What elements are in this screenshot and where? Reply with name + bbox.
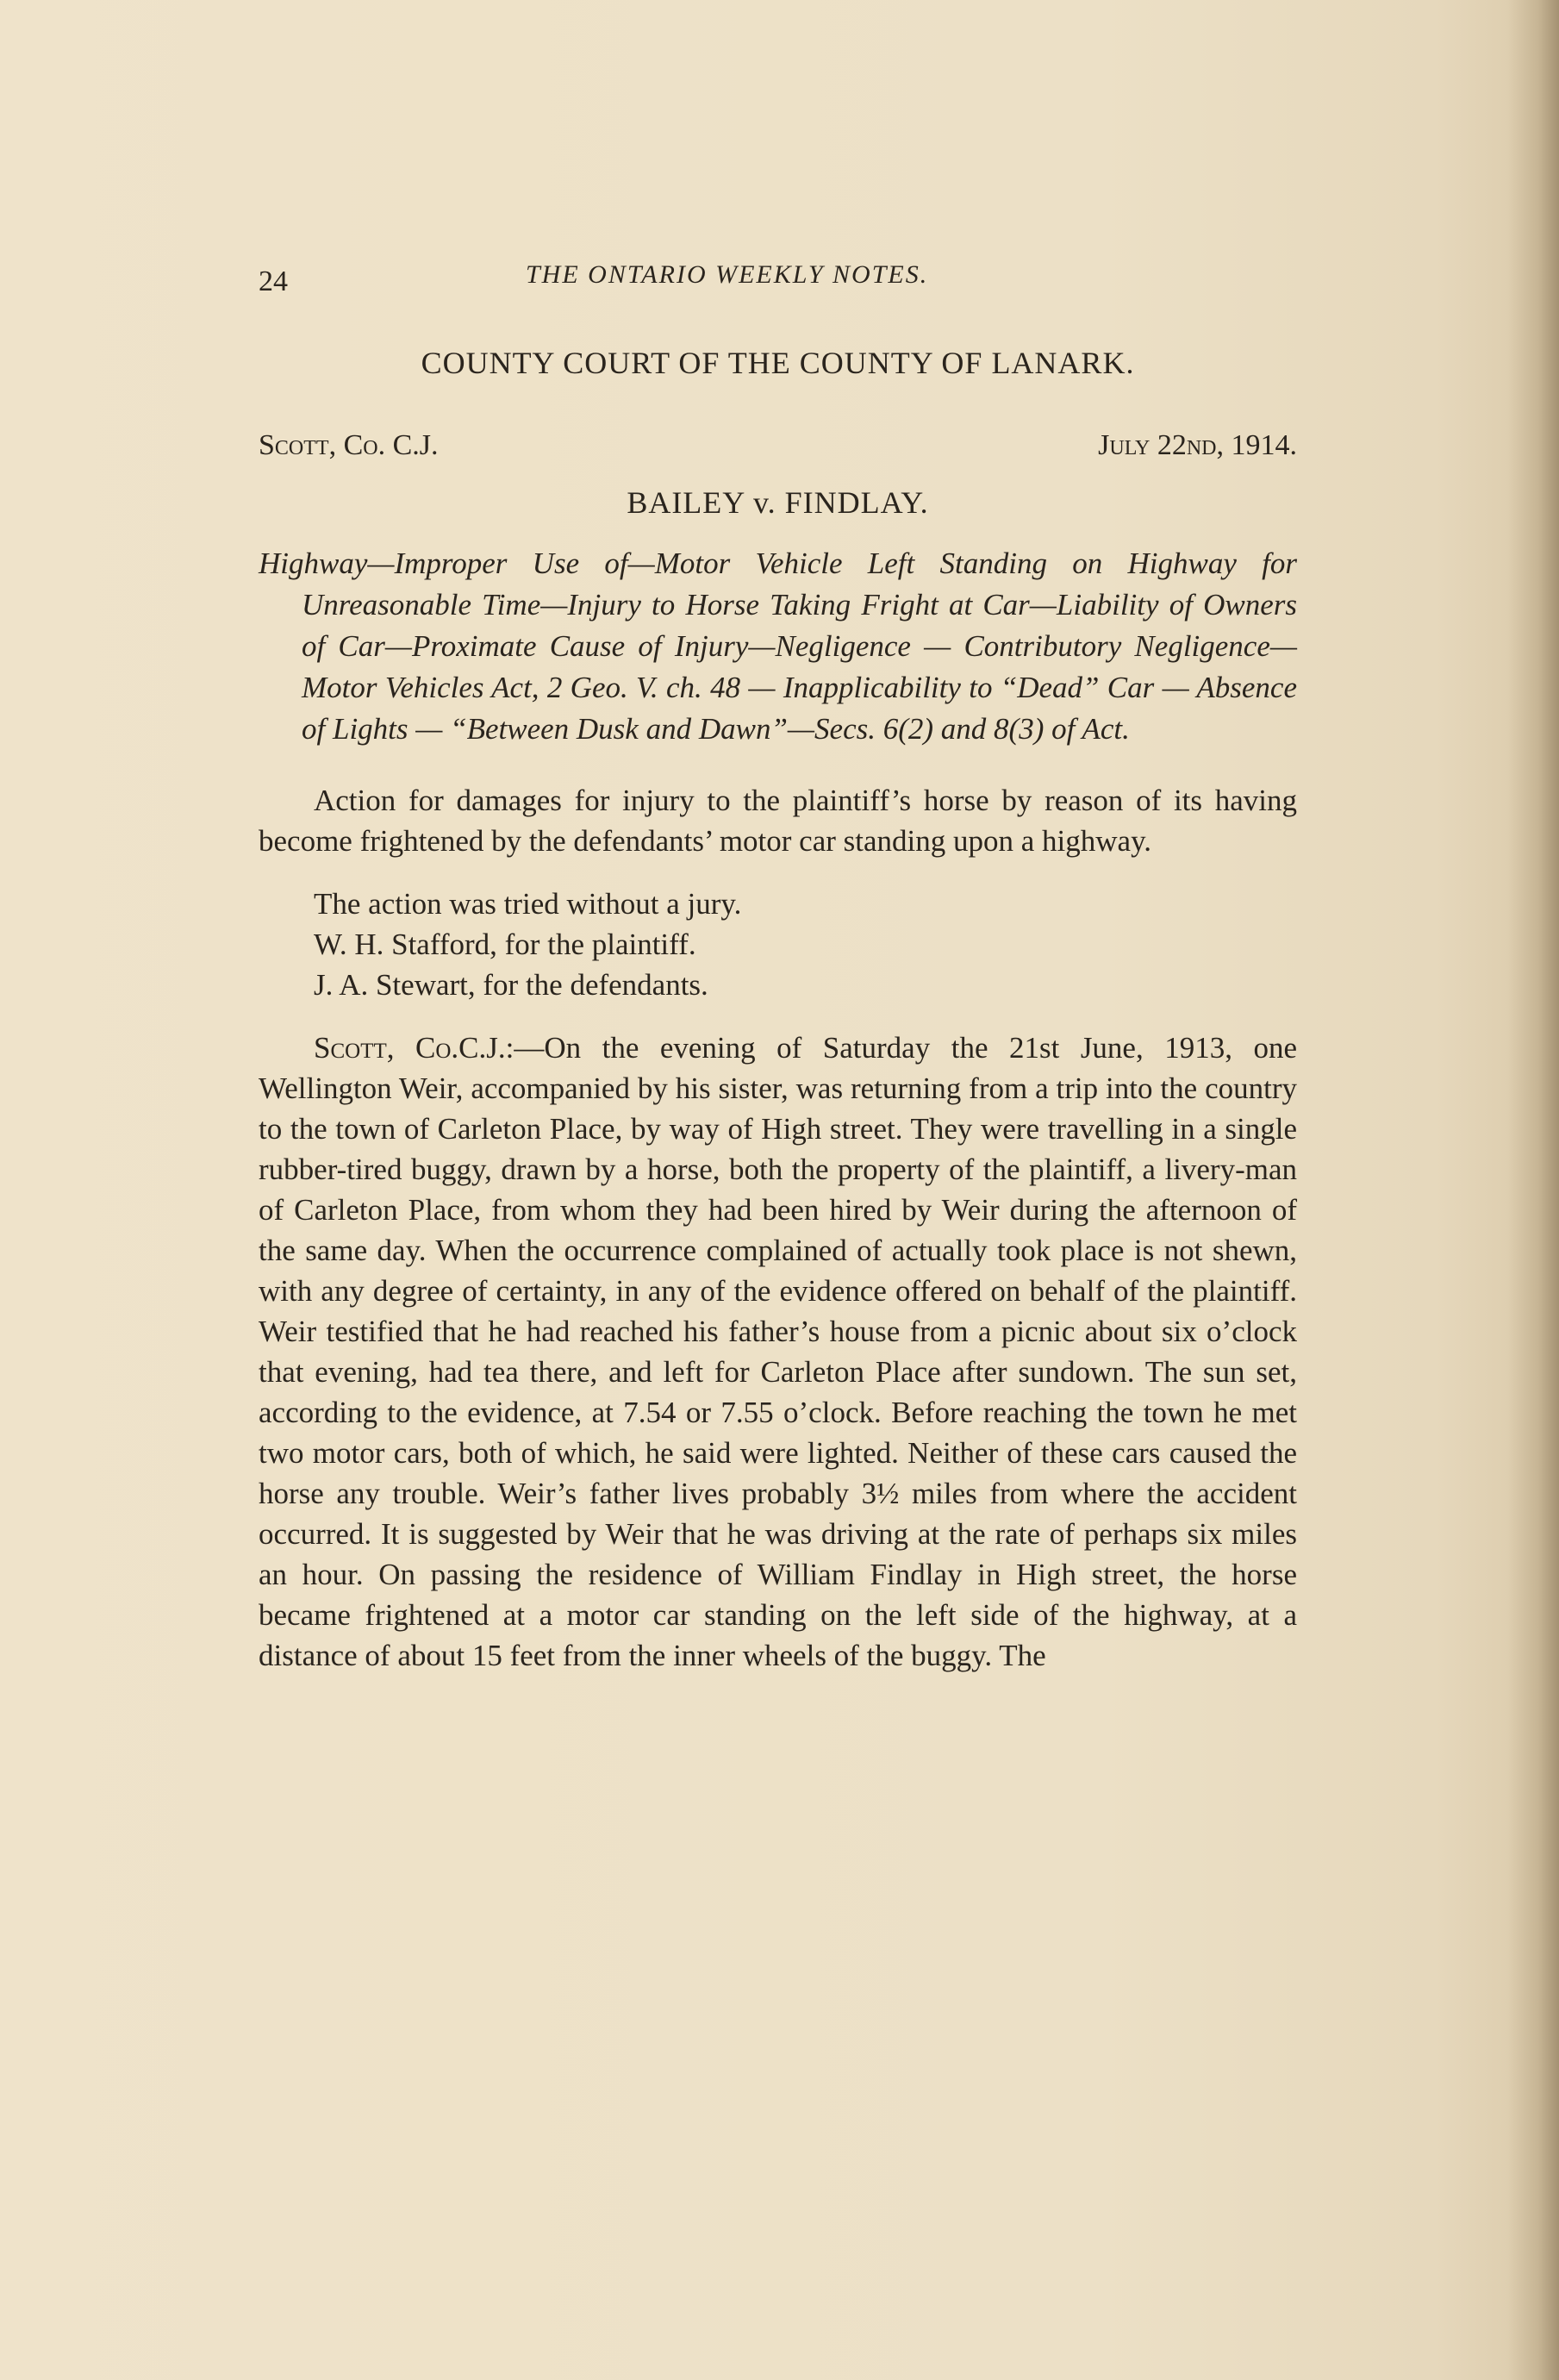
trial-note: The action was tried without a jury. (314, 887, 742, 921)
judge-name: Scott, Co. C.J. (259, 429, 439, 461)
judgment-judge: Scott, Co.C.J. (314, 1031, 506, 1065)
running-head (259, 250, 1297, 302)
judge-date-line (259, 429, 1297, 462)
decision-date: July 22nd, 1914. (1098, 429, 1297, 461)
judgment-paragraph (259, 1028, 1297, 1676)
headnote: Highway—Improper Use of—Motor Vehicle Left Standing on Highway for Unreasonable Time—Injury to Horse Taking Fright at Car—Liability of Owners of Car—Proximate Cause of Injury—Negligence — Contributory Negligence—Motor Vehicles Act, 2 Geo. V. ch. 48 — Inapplicability to “Dead” Car — Absence of Lights — “Between Dusk and Dawn”—Secs. 6(2) and 8(3) of Act. (259, 547, 1297, 746)
page-spine-shadow (1507, 0, 1559, 2380)
intro-paragraph: Action for damages for injury to the plaintiff’s horse by reason of its having become frightened by the defendants’ motor car standing upon a highway. (259, 784, 1297, 858)
judgment-text: :—On the evening of Saturday the 21st June, 1913, one Wellington Weir, accompanied by his sister, was returning from a trip into the country to the town of Carleton Place, by way of High street. They were travelling in a single rubber-tired buggy, drawn by a horse, both the property of the plaintiff, a livery-man of Carleton Place, from whom they had been hired by Weir during the afternoon of the same day. When the occurrence complained of actually took place is not shewn, with any degree of certainty, in any of the evidence offered on behalf of the plaintiff. Weir testified that he had reached his father’s house from a picnic about six o’clock that evening, had tea there, and left for Carleton Place after sundown. The sun set, according to the evidence, at 7.54 or 7.55 o’clock. Before reaching the town he met two motor cars, both of which, he said were lighted. Neither of these cars caused the horse any trouble. Weir’s father lives probably 3½ miles from where the accident occurred. It is suggested by Weir that he was driving at the rate of perhaps six miles an hour. On passing the residence of William Findlay in High street, the horse became frightened at a motor car standing on the left side of the highway, at a distance of about 15 feet from the inner wheels of the buggy. The (259, 1031, 1297, 1672)
case-title: BAILEY v. FINDLAY. (627, 485, 929, 520)
journal-title: THE ONTARIO WEEKLY NOTES. (526, 260, 929, 289)
page-number: 24 (259, 265, 288, 297)
court-heading: COUNTY COURT OF THE COUNTY OF LANARK. (421, 346, 1135, 380)
counsel-plaintiff: W. H. Stafford, for the plaintiff. (314, 928, 696, 961)
page-content (259, 250, 1297, 1676)
counsel-defendants: J. A. Stewart, for the defendants. (314, 968, 708, 1002)
